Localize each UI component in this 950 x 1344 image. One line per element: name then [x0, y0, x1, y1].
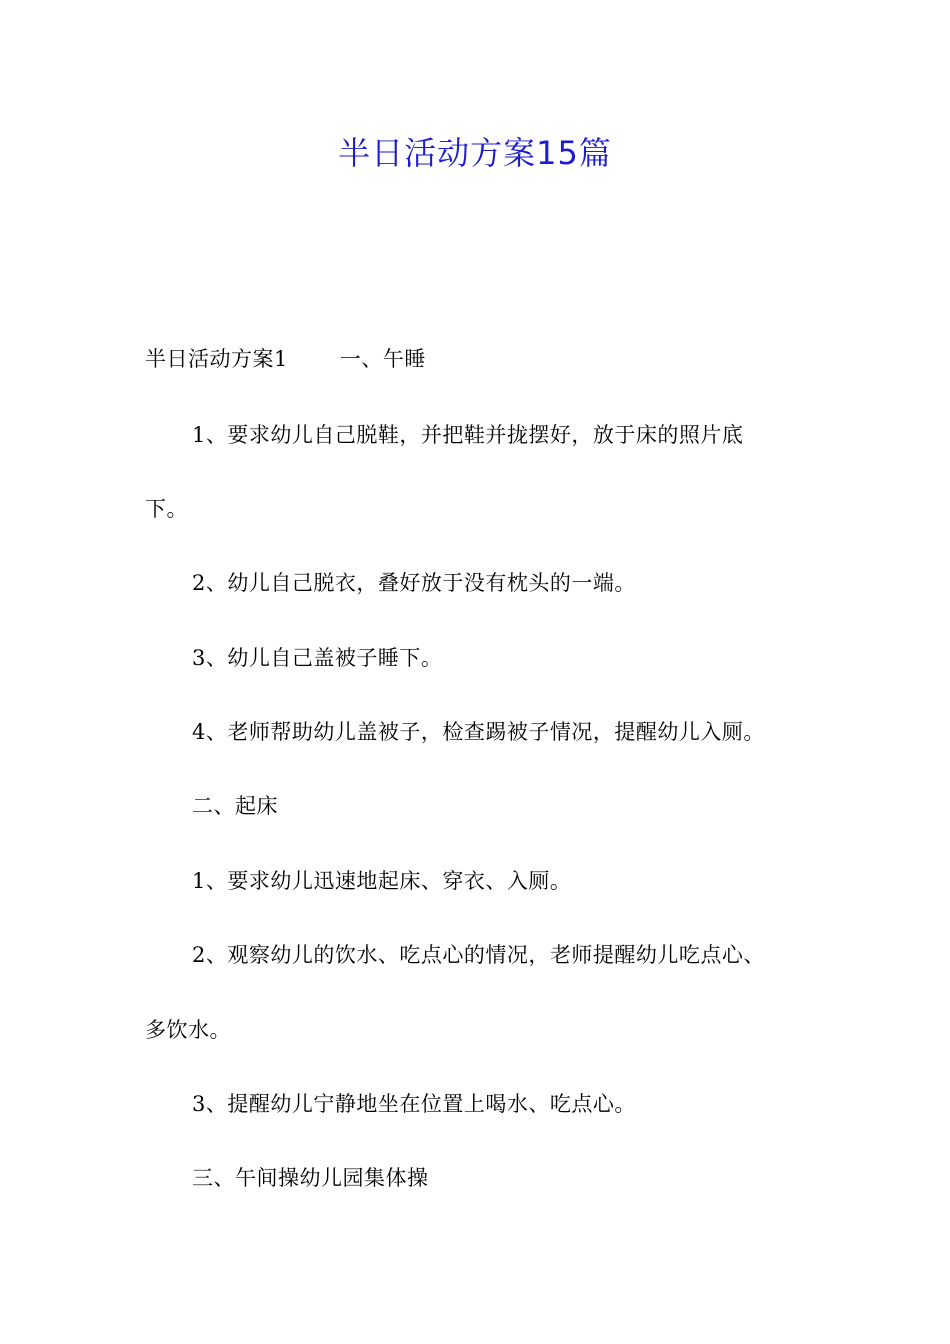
- paragraph-line: 下。: [145, 497, 188, 521]
- plan-label: 半日活动方案1: [145, 347, 288, 371]
- heading-line: [145, 344, 426, 374]
- paragraph-line: 3、提醒幼儿宁静地坐在位置上喝水、吃点心。: [192, 1092, 636, 1116]
- paragraph-line: 2、观察幼儿的饮水、吃点心的情况，老师提醒幼儿吃点心、: [192, 943, 765, 967]
- paragraph-line: 1、要求幼儿自己脱鞋，并把鞋并拢摆好，放于床的照片底: [192, 423, 744, 447]
- paragraph-line: 多饮水。: [145, 1018, 231, 1042]
- section-heading: 二、起床: [192, 794, 278, 818]
- document-title: 半日活动方案15篇: [338, 134, 612, 172]
- section-heading: 三、午间操幼儿园集体操: [192, 1166, 429, 1190]
- paragraph-line: 3、幼儿自己盖被子睡下。: [192, 646, 443, 670]
- section-heading-nap: 一、午睡: [339, 347, 426, 371]
- paragraph-line: 1、要求幼儿迅速地起床、穿衣、入厕。: [192, 869, 572, 893]
- paragraph-line: 4、老师帮助幼儿盖被子，检查踢被子情况，提醒幼儿入厕。: [192, 720, 765, 744]
- paragraph-line: 2、幼儿自己脱衣，叠好放于没有枕头的一端。: [192, 571, 636, 595]
